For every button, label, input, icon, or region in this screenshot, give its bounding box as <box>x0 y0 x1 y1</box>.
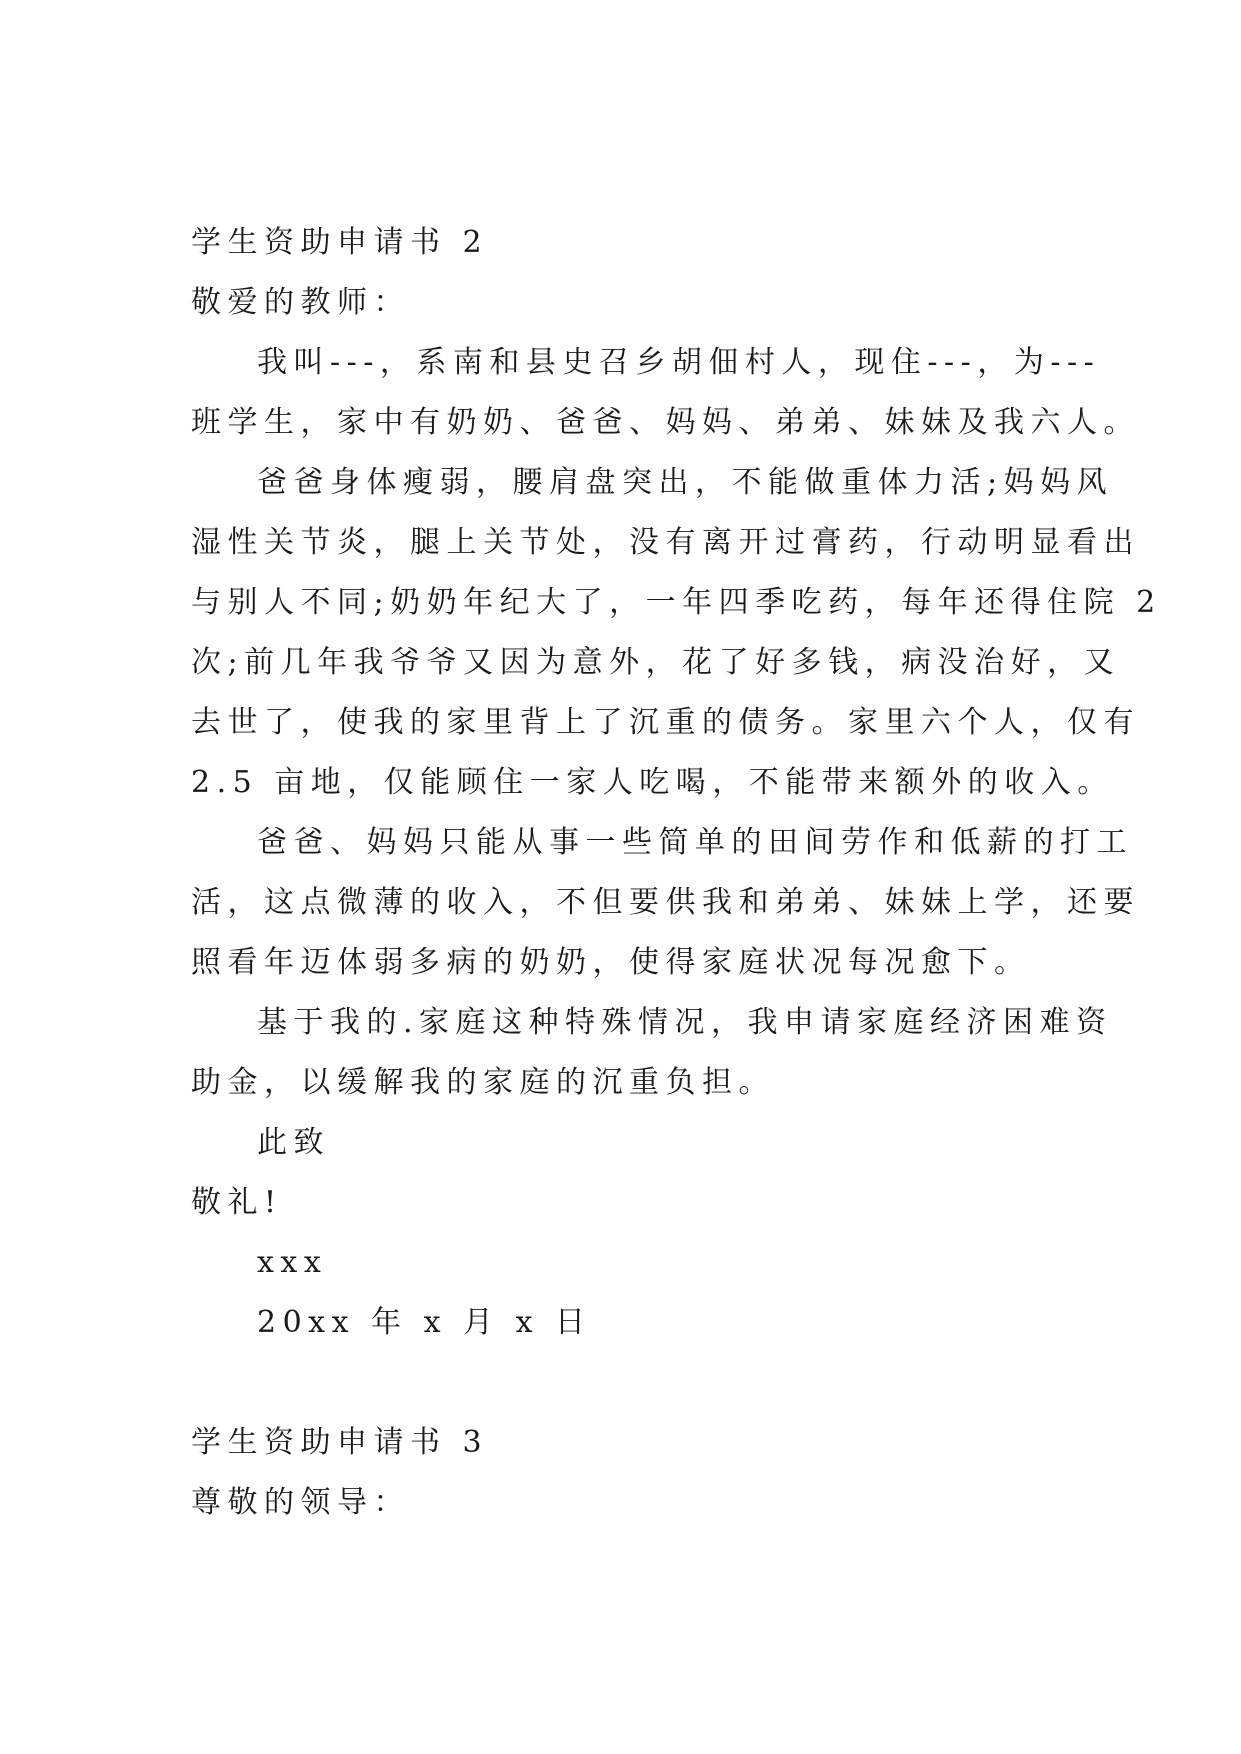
closing-line: 此致 <box>257 1125 330 1160</box>
date: 20xx 年 x 月 x 日 <box>257 1305 592 1340</box>
paragraph-line: 照看年迈体弱多病的奶奶，使得家庭状况每况愈下。 <box>191 945 1031 980</box>
paragraph-line: 活，这点微薄的收入，不但要供我和弟弟、妹妹上学，还要 <box>191 885 1140 920</box>
paragraph-line: 湿性关节炎，腿上关节处，没有离开过膏药，行动明显看出 <box>191 525 1140 560</box>
section2-salutation: 敬爱的教师： <box>191 285 410 320</box>
section3-salutation: 尊敬的领导： <box>191 1485 410 1520</box>
signature: xxx <box>257 1245 328 1280</box>
paragraph-line: 去世了，使我的家里背上了沉重的债务。家里六个人，仅有 <box>191 705 1140 740</box>
section3-title: 学生资助申请书 3 <box>191 1425 489 1460</box>
paragraph-line: 与别人不同;奶奶年纪大了，一年四季吃药，每年还得住院 2 <box>191 585 1162 620</box>
paragraph-line: 基于我的.家庭这种特殊情况，我申请家庭经济困难资 <box>257 1005 1113 1040</box>
paragraph-line: 助金，以缓解我的家庭的沉重负担。 <box>191 1065 775 1100</box>
paragraph-line: 我叫---，系南和县史召乡胡佃村人，现住---，为--- <box>257 345 1101 380</box>
paragraph-line: 班学生，家中有奶奶、爸爸、妈妈、弟弟、妹妹及我六人。 <box>191 405 1140 440</box>
closing-salute: 敬礼! <box>191 1185 283 1220</box>
paragraph-line: 2.5 亩地，仅能顾住一家人吃喝，不能带来额外的收入。 <box>191 765 1114 800</box>
paragraph-line: 次;前几年我爷爷又因为意外，花了好多钱，病没治好，又 <box>191 645 1121 680</box>
document-body <box>191 213 1162 1533</box>
section2-title: 学生资助申请书 2 <box>191 225 489 260</box>
section-spacer <box>191 1353 1071 1413</box>
paragraph-line: 爸爸身体瘦弱，腰肩盘突出，不能做重体力活;妈妈风 <box>257 465 1114 500</box>
paragraph-line: 爸爸、妈妈只能从事一些简单的田间劳作和低薪的打工 <box>257 825 1133 860</box>
